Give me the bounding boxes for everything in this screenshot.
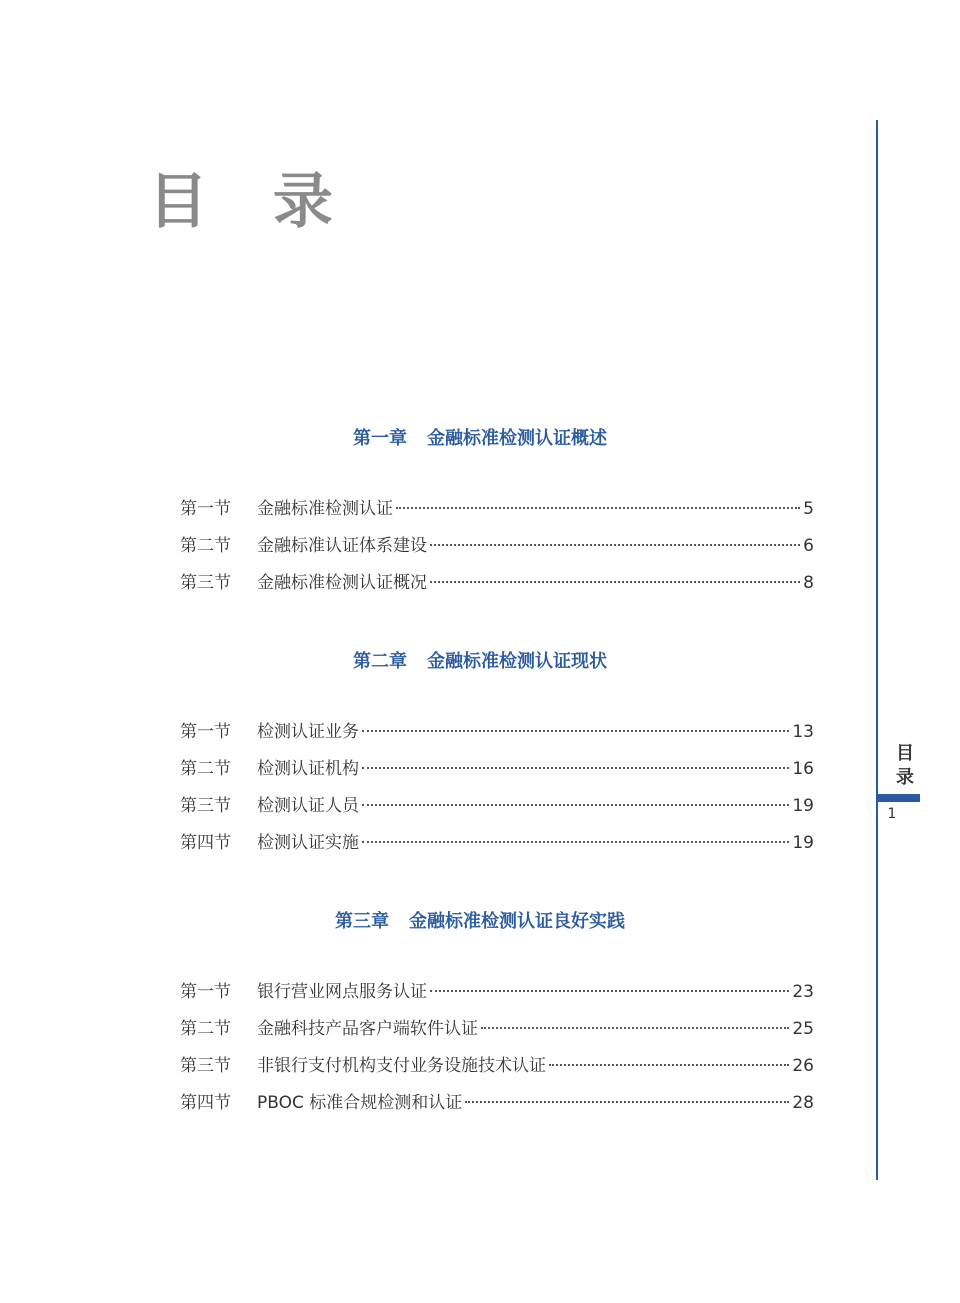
toc-entry[interactable]: [180, 831, 814, 855]
chapter-name: 金融标准检测认证现状: [427, 651, 607, 672]
section-page: 26: [792, 1056, 814, 1076]
toc-entry[interactable]: [180, 1017, 814, 1041]
chapter-title-1: [0, 424, 960, 450]
side-tab: [878, 742, 922, 822]
section-title: 金融标准认证体系建设: [257, 536, 427, 556]
section-page: 13: [792, 722, 814, 742]
chapter-number: 第三章: [335, 911, 389, 932]
dot-leader: [362, 730, 789, 732]
dot-leader: [362, 767, 789, 769]
section-title: 检测认证机构: [257, 759, 359, 779]
dot-leader: [430, 581, 800, 583]
toc-entry[interactable]: [180, 757, 814, 781]
section-page: 16: [792, 759, 814, 779]
dot-leader: [396, 507, 800, 509]
section-page: 6: [803, 536, 814, 556]
page-title: 目 录: [148, 167, 355, 237]
dot-leader: [362, 804, 789, 806]
section-number: 第二节: [180, 759, 231, 779]
section-page: 23: [792, 982, 814, 1002]
toc-entry[interactable]: [180, 1091, 814, 1115]
section-page: 19: [792, 833, 814, 853]
toc-entry[interactable]: [180, 497, 814, 521]
side-page-number: 1: [887, 806, 897, 822]
toc-entry[interactable]: [180, 794, 814, 818]
section-page: 19: [792, 796, 814, 816]
section-title: 检测认证业务: [257, 722, 359, 742]
section-number: 第二节: [180, 536, 231, 556]
section-number: 第二节: [180, 1019, 231, 1039]
section-title: 非银行支付机构支付业务设施技术认证: [257, 1056, 546, 1076]
toc-entry[interactable]: [180, 720, 814, 744]
section-number: 第四节: [180, 833, 231, 853]
section-title: 检测认证人员: [257, 796, 359, 816]
section-title: 金融科技产品客户端软件认证: [257, 1019, 478, 1039]
dot-leader: [362, 841, 789, 843]
section-title: 金融标准检测认证概况: [257, 573, 427, 593]
dot-leader: [430, 990, 789, 992]
toc-entry[interactable]: [180, 534, 814, 558]
section-number: 第一节: [180, 499, 231, 519]
dot-leader: [465, 1101, 789, 1103]
section-title: PBOC 标准合规检测和认证: [257, 1093, 463, 1113]
toc-entry[interactable]: [180, 980, 814, 1004]
section-number: 第一节: [180, 722, 231, 742]
section-page: 25: [792, 1019, 814, 1039]
chapter-title-3: [0, 907, 960, 933]
section-number: 第四节: [180, 1093, 231, 1113]
section-number: 第三节: [180, 796, 231, 816]
toc-entry[interactable]: [180, 571, 814, 595]
chapter-name: 金融标准检测认证良好实践: [409, 911, 625, 932]
section-number: 第三节: [180, 573, 231, 593]
chapter-number: 第一章: [353, 428, 407, 449]
chapter-name: 金融标准检测认证概述: [427, 428, 607, 449]
side-tab-bar: [878, 794, 920, 802]
section-title: 检测认证实施: [257, 833, 359, 853]
section-title: 金融标准检测认证: [257, 499, 393, 519]
chapter-title-2: [0, 647, 960, 673]
section-number: 第三节: [180, 1056, 231, 1076]
side-tab-label: 目录: [896, 743, 914, 788]
toc-entry[interactable]: [180, 1054, 814, 1078]
dot-leader: [430, 544, 800, 546]
section-page: 5: [803, 499, 814, 519]
section-number: 第一节: [180, 982, 231, 1002]
chapter-number: 第二章: [353, 651, 407, 672]
section-page: 28: [792, 1093, 814, 1113]
dot-leader: [549, 1064, 789, 1066]
dot-leader: [481, 1027, 789, 1029]
section-title: 银行营业网点服务认证: [257, 982, 427, 1002]
section-page: 8: [803, 573, 814, 593]
